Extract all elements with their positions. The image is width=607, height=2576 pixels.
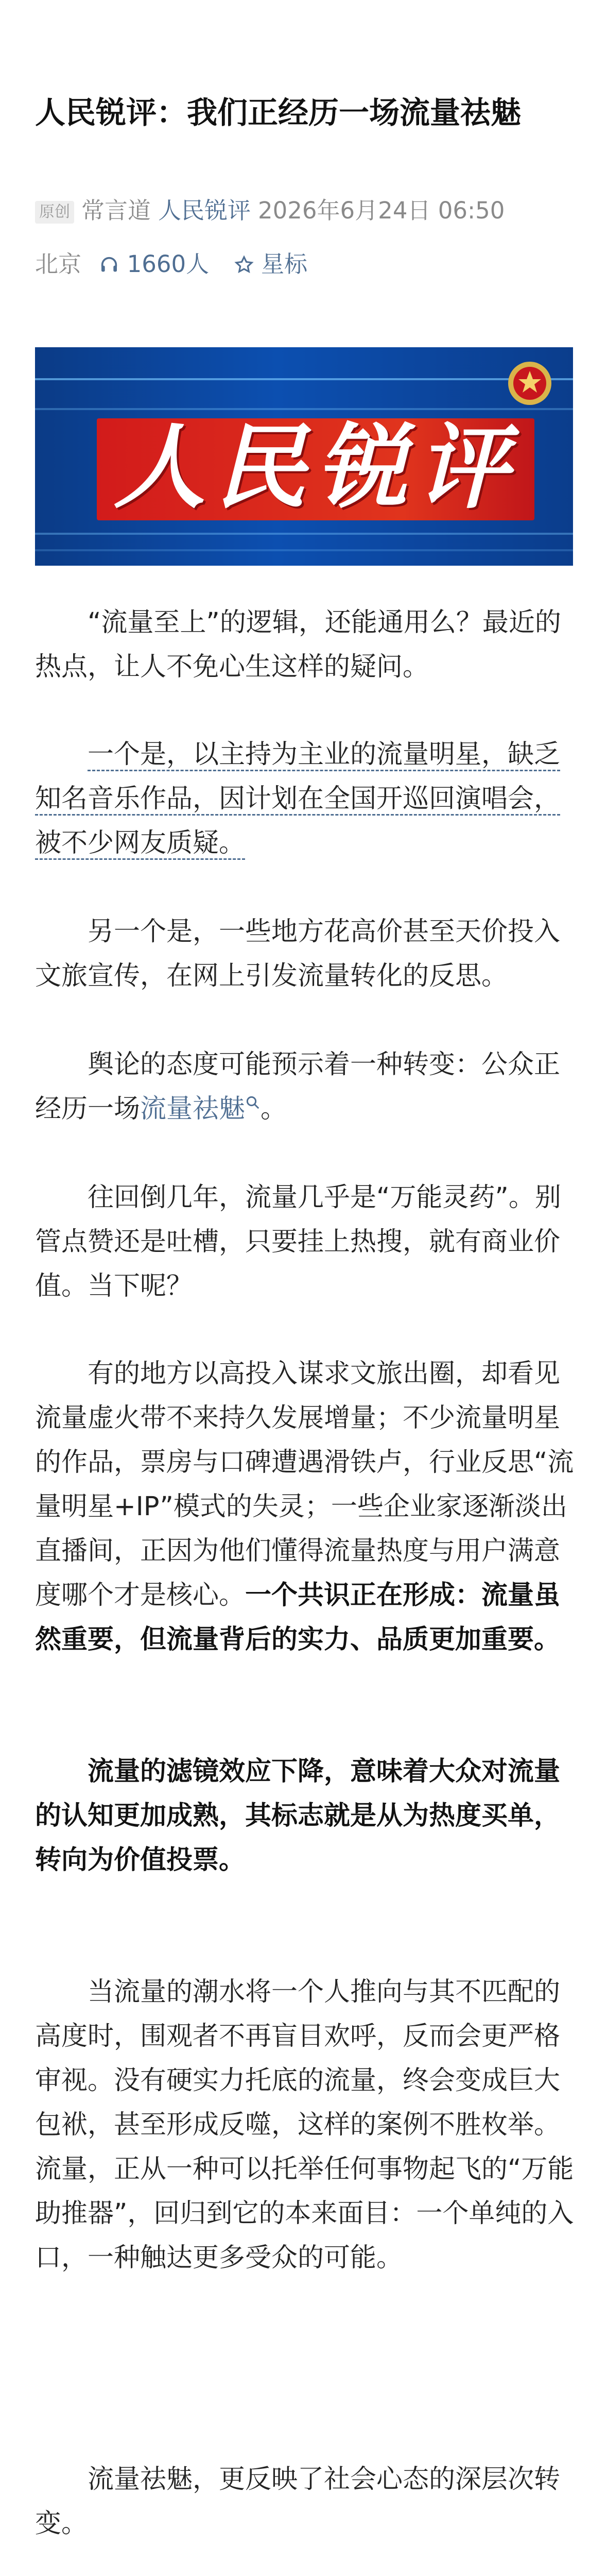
article-title: 人民锐评：我们正经历一场流量祛魅 [35,95,522,130]
paragraph-2 [35,733,576,866]
star-button[interactable] [234,250,307,278]
search-icon[interactable] [245,1095,261,1110]
publish-datetime: 2026年6月24日 06:50 [258,197,505,224]
author-link[interactable]: 人民锐评 [158,197,251,224]
source-name: 常言道 [81,197,151,224]
banner-title: 人民锐评 [114,414,517,521]
highlighted-text[interactable]: 一个是，以主持为主业的流量明星，缺乏知名音乐作品，因计划在全国开巡回演唱会，被不少网友质疑。 [35,739,560,860]
header-banner [35,347,573,566]
topic-link[interactable]: 流量祛魅 [140,1094,246,1124]
paragraph-9: 流量祛魅，更反映了社会心态的深层次转变。 [35,2464,561,2539]
paragraph-8: 当流量的潮水将一个人推向与其不匹配的高度时，围观者不再盲目欢呼，反而会更严格审视。没有硬实力托底的流量，终会变成巨大包袱，甚至形成反噬，这样的案例不胜枚举。流量，正从一种可以托举任何事物起飞的“万能助推器”，回归到它的本来面目：一个单纯的入口，一种触达更多受众的可能。 [35,1977,574,2273]
article-meta [35,197,581,225]
original-badge: 原创 [35,201,74,224]
star-label: 星标 [261,250,308,278]
article-meta-secondary [35,250,307,278]
headphone-icon [99,255,119,275]
paragraph-5: 往回倒几年，流量几乎是“万能灵药”。别管点赞还是吐槽，只要挂上热搜，就有商业价值。当下呢？ [35,1182,561,1301]
emblem-icon [505,359,554,408]
star-icon [234,255,254,275]
paragraph-4: 舆论的态度可能预示着一种转变：公众正经历一场流量祛魅 。 [35,1049,561,1124]
bold-text: 一个共识正在形成：流量虽然重要，但流量背后的实力、品质更加重要。 [35,1580,561,1655]
paragraph-1: “流量至上”的逻辑，还能通用么？最近的热点，让人不免心生这样的疑问。 [35,607,561,682]
listen-button[interactable] [99,250,216,278]
paragraph-7: 流量的滤镜效应下降，意味着大众对流量的认知更加成熟，其标志就是从为热度买单，转向为价值投票。 [35,1756,561,1875]
location: 北京 [35,250,82,278]
listener-count: 1660人 [127,250,210,278]
paragraph-6: 有的地方以高投入谋求文旅出圈，却看见流量虚火带不来持久发展增量；不少流量明星的作品，票房与口碑遭遇滑铁卢，行业反思“流量明星+IP”模式的失灵；一些企业家逐渐淡出直播间，正因为他们懂得流量热度与用户满意度哪个才是核心。一个共识正在形成：流量虽然重要，但流量背后的实力、品质更加重要。 [35,1359,574,1655]
paragraph-3: 另一个是，一些地方花高价甚至天价投入文旅宣传，在网上引发流量转化的反思。 [35,917,561,991]
